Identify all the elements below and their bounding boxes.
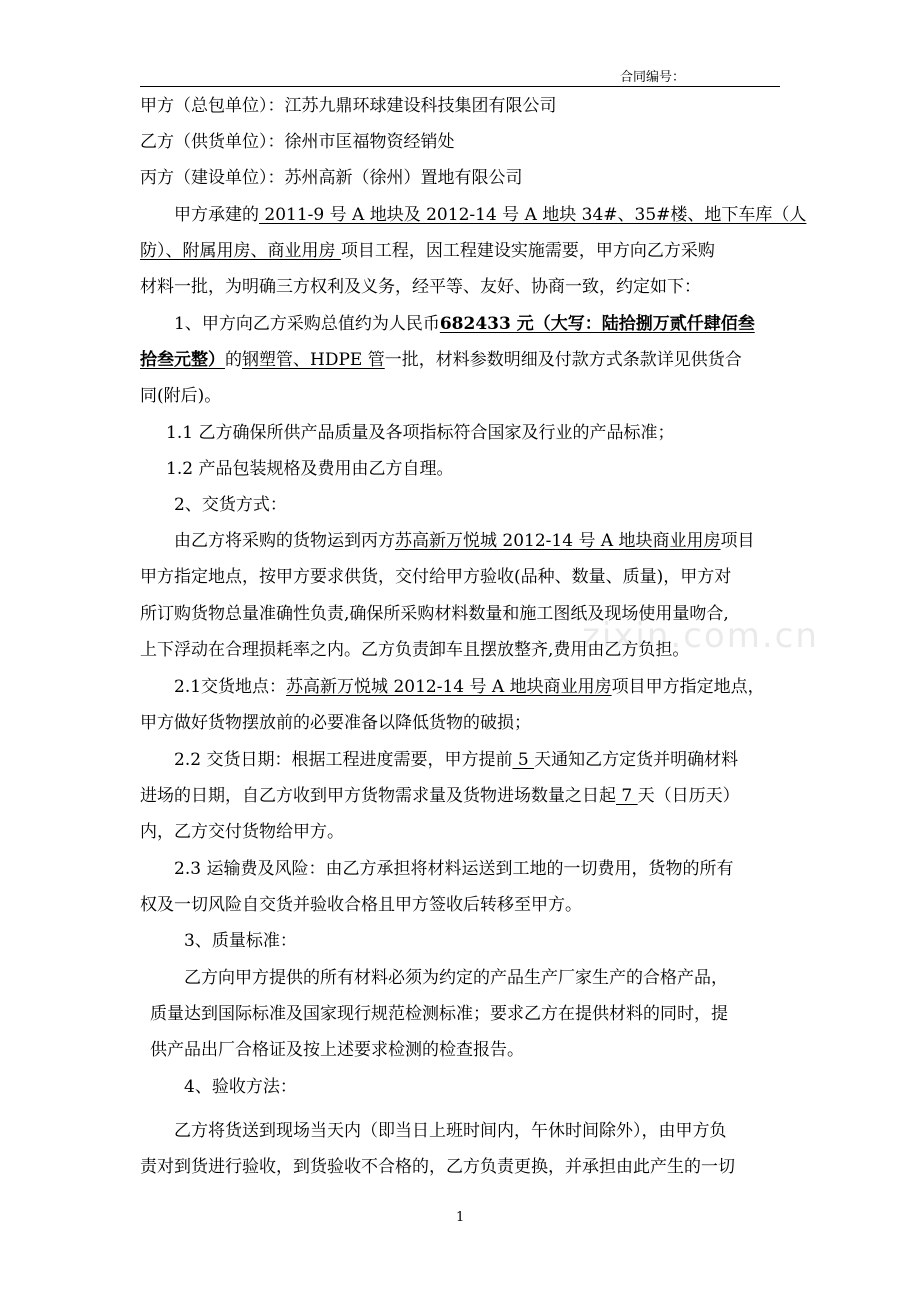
party-c: 丙方（建设单位）：苏州高新（徐州）置地有限公司	[140, 168, 523, 188]
clause-2-3-line-2: 权及一切风险自交货并验收合格且甲方签收后转移至甲方。	[140, 895, 582, 915]
total-amount-cont: 拾叁元整）	[140, 350, 225, 370]
delivery-days: 7	[616, 786, 638, 806]
clause-2-1-line-1	[174, 676, 765, 698]
notice-days: 5	[512, 750, 535, 770]
clause-text: 1、甲方向乙方采购总值约为人民币	[174, 314, 440, 334]
clause-3-line-3: 供产品出厂合格证及按上述要求检测的检查报告。	[150, 1040, 524, 1060]
intro-line-1	[174, 204, 806, 226]
clause-2-2-line-3: 内，乙方交付货物给甲方。	[140, 822, 344, 842]
goods-name: 钢塑管、HDPE 管	[242, 350, 385, 370]
clause-1-1: 1.1 乙方确保所供产品质量及各项指标符合国家及行业的产品标准；	[166, 423, 675, 443]
delivery-project: 苏高新万悦城 2012-14 号 A 地块商业用房	[395, 531, 721, 551]
contract-number-label: 合同编号：	[620, 70, 686, 85]
clause-2-line-1	[174, 530, 755, 552]
clause-text: 进场的日期，自乙方收到甲方货物需求量及货物进场数量之日起	[140, 786, 616, 806]
clause-4-title: 4、验收方法：	[184, 1077, 297, 1097]
clause-4-line-1: 乙方将货送到现场当天内（即当日上班时间内，午休时间除外），由甲方负	[174, 1121, 727, 1141]
party-b: 乙方（供货单位）：徐州市匡福物资经销处	[140, 132, 455, 152]
party-a: 甲方（总包单位）：江苏九鼎环球建设科技集团有限公司	[140, 96, 557, 116]
clause-4-line-2: 责对到货进行验收，到货验收不合格的，乙方负责更换，并承担由此产生的一切	[140, 1157, 735, 1177]
intro-line-2	[140, 240, 715, 262]
watermark: zixin.com.cn	[582, 616, 819, 656]
project-scope: 2011-9 号 A 地块及 2012-14 号 A 地块 34#、35#楼、地下车库（人	[259, 205, 807, 225]
clause-2-line-3: 所订购货物总量准确性负责,确保所采购材料数量和施工图纸及现场使用量吻合,	[140, 604, 729, 624]
total-amount: 682433 元（大写：陆拾捌万贰仟肆佰叁	[439, 314, 755, 334]
clause-text: 的	[225, 350, 242, 370]
clause-text: 2.1交货地点：	[174, 677, 287, 697]
clause-text: 2.2 交货日期：根据工程进度需要，甲方提前	[174, 750, 513, 770]
page-number: 1	[456, 1210, 465, 1225]
clause-2-1-line-2: 甲方做好货物摆放前的必要准备以降低货物的破损；	[140, 713, 531, 733]
clause-1-line-1	[174, 313, 755, 335]
clause-2-3-line-1: 2.3 运输费及风险：由乙方承担将材料运送到工地的一切费用，货物的所有	[174, 859, 734, 879]
clause-2-2-line-2	[140, 785, 740, 807]
clause-1-line-3: 同(附后)。	[140, 386, 222, 406]
delivery-location: 苏高新万悦城 2012-14 号 A 地块商业用房	[286, 677, 612, 697]
clause-3-title: 3、质量标准：	[184, 931, 297, 951]
header-divider	[140, 86, 780, 87]
clause-text: 项目	[720, 531, 755, 551]
clause-1-line-2	[140, 349, 742, 371]
clause-text: 天通知乙方定货并明确材料	[534, 750, 739, 770]
clause-2-line-2: 甲方指定地点，按甲方要求供货，交付给甲方验收(品种、数量、质量)，甲方对	[140, 567, 732, 587]
clause-text: 天（日历天）	[637, 786, 740, 806]
clause-3-line-2: 质量达到国际标准及国家现行规范检测标准；要求乙方在提供材料的同时，提	[150, 1004, 728, 1024]
clause-text: 由乙方将采购的货物运到丙方	[174, 531, 395, 551]
clause-2-2-line-1	[174, 749, 738, 771]
clause-text: 一批，材料参数明细及付款方式条款详见供货合	[384, 350, 742, 370]
intro-text: 项目工程，因工程建设实施需要，甲方向乙方采购	[340, 241, 715, 261]
intro-text: 甲方承建的	[174, 205, 259, 225]
clause-2-title: 2、交货方式：	[174, 495, 287, 515]
clause-3-line-1: 乙方向甲方提供的所有材料必须为约定的产品生产厂家生产的合格产品，	[184, 968, 728, 988]
project-scope-cont: 防）、附属用房、商业用房	[140, 241, 341, 261]
clause-2-line-4: 上下浮动在合理损耗率之内。乙方负责卸车且摆放整齐,费用由乙方负担。	[140, 640, 690, 660]
intro-line-3: 材料一批，为明确三方权利及义务，经平等、友好、协商一致，约定如下：	[140, 277, 701, 297]
clause-text: 项目甲方指定地点，	[611, 677, 765, 697]
clause-1-2: 1.2 产品包装规格及费用由乙方自理。	[166, 459, 454, 479]
